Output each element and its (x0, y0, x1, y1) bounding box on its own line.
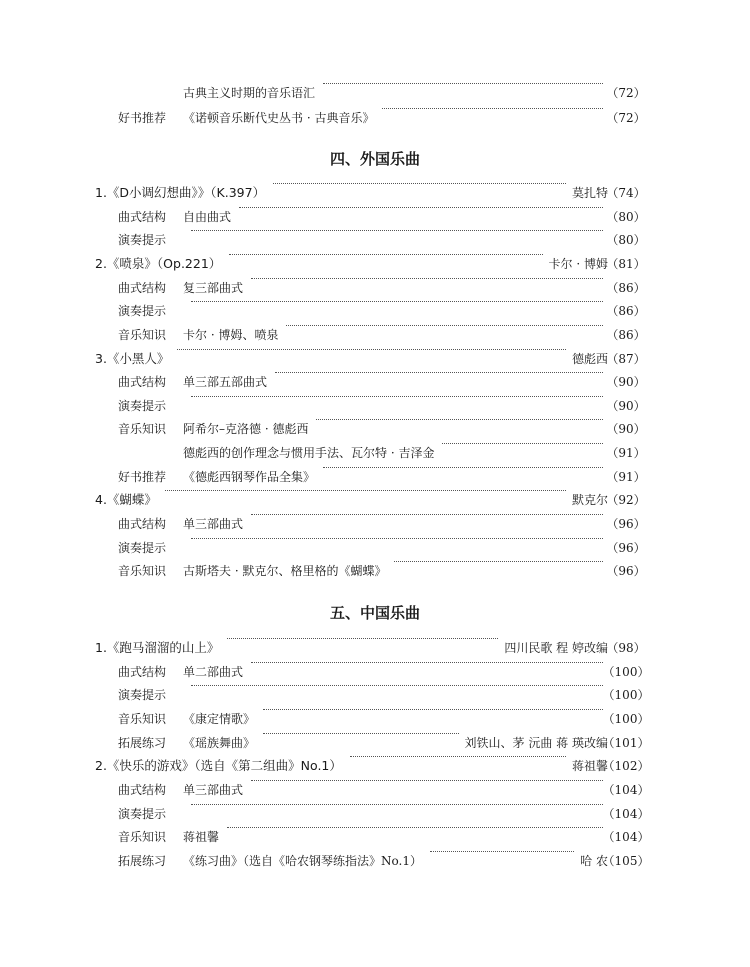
toc-entry[interactable] (0, 443, 750, 463)
section-heading: 五、中国乐曲 (329, 604, 420, 622)
entry-author: 莫扎特 (571, 186, 608, 200)
page-number: （101） (602, 736, 650, 750)
dot-leader (251, 514, 603, 515)
entry-detail: 单三部五部曲式 (183, 375, 268, 389)
page-number: （105） (602, 854, 650, 868)
dot-leader (263, 733, 459, 734)
page-number: （96） (606, 517, 646, 531)
page-number: （92） (606, 493, 646, 507)
dot-leader (227, 827, 603, 828)
dot-leader (227, 638, 498, 639)
dot-leader (191, 301, 603, 302)
entry-label: 音乐知识 (118, 712, 167, 726)
entry-label: 曲式结构 (118, 517, 167, 531)
entry-author: 德彪西 (571, 352, 608, 366)
page-number: （72） (606, 86, 646, 100)
toc-entry[interactable] (0, 230, 750, 250)
entry-detail: 自由曲式 (183, 210, 232, 224)
dot-leader (275, 372, 603, 373)
entry-label: 演奏提示 (118, 541, 167, 555)
toc-entry[interactable] (0, 396, 750, 416)
page-number: （98） (606, 641, 646, 655)
entry-label: 曲式结构 (118, 210, 167, 224)
dot-leader (430, 851, 574, 852)
toc-entry[interactable] (0, 851, 750, 871)
entry-label: 演奏提示 (118, 399, 167, 413)
entry-detail: 《诺顿音乐断代史丛书 · 古典音乐》 (183, 111, 375, 125)
dot-leader (251, 780, 603, 781)
toc-entry[interactable] (0, 207, 750, 227)
piece-title: 4.《蝴蝶》 (95, 492, 157, 507)
page-number: （86） (606, 304, 646, 318)
page-number: （100） (602, 712, 650, 726)
dot-leader (191, 396, 603, 397)
page-number: （104） (602, 783, 650, 797)
entry-author: 刘铁山、茅 沅曲 蒋 瑛改编 (464, 736, 608, 750)
entry-label: 曲式结构 (118, 665, 167, 679)
entry-author: 哈 农 (580, 854, 608, 868)
dot-leader (442, 443, 603, 444)
page-number: （90） (606, 375, 646, 389)
dot-leader (191, 230, 603, 231)
toc-entry[interactable] (0, 325, 750, 345)
dot-leader (251, 278, 603, 279)
toc-entry[interactable] (0, 538, 750, 558)
page-number: （80） (606, 233, 646, 247)
dot-leader (323, 467, 603, 468)
toc-entry[interactable] (0, 372, 750, 392)
dot-leader (382, 108, 603, 109)
toc-entry[interactable] (0, 827, 750, 847)
dot-leader (239, 207, 603, 208)
dot-leader (350, 756, 566, 757)
entry-author: 卡尔 · 博姆 (548, 257, 608, 271)
entry-detail: 蒋祖馨 (183, 830, 220, 844)
page-number: （87） (606, 352, 646, 366)
dot-leader (191, 804, 603, 805)
entry-label: 好书推荐 (118, 111, 167, 125)
page-number: （104） (602, 830, 650, 844)
page-number: （100） (602, 688, 650, 702)
toc-entry-title[interactable] (0, 254, 750, 274)
entry-label: 音乐知识 (118, 830, 167, 844)
toc-entry-title[interactable] (0, 183, 750, 203)
entry-label: 好书推荐 (118, 470, 167, 484)
toc-entry[interactable] (0, 301, 750, 321)
toc-entry[interactable] (0, 662, 750, 682)
toc-entry-title[interactable] (0, 349, 750, 369)
dot-leader (229, 254, 542, 255)
page-number: （96） (606, 541, 646, 555)
piece-title: 2.《快乐的游戏》（选自《第二组曲》No.1） (95, 758, 342, 773)
entry-detail: 《练习曲》（选自《哈农钢琴练指法》No.1） (183, 854, 422, 868)
toc-entry-title[interactable] (0, 756, 750, 776)
entry-detail: 复三部曲式 (183, 281, 244, 295)
entry-detail: 《康定情歌》 (183, 712, 256, 726)
page-number: （86） (606, 281, 646, 295)
page-number: （104） (602, 807, 650, 821)
toc-entry[interactable] (0, 709, 750, 729)
entry-label: 音乐知识 (118, 328, 167, 342)
entry-label: 演奏提示 (118, 807, 167, 821)
page-number: （91） (606, 470, 646, 484)
dot-leader (165, 490, 566, 491)
page-number: （102） (602, 759, 650, 773)
entry-author: 默克尔 (571, 493, 608, 507)
entry-label: 曲式结构 (118, 783, 167, 797)
page-number: （90） (606, 399, 646, 413)
entry-detail: 德彪西的创作理念与惯用手法、瓦尔特 · 吉泽金 (183, 446, 435, 460)
entry-detail: 单三部曲式 (183, 783, 244, 797)
dot-leader (191, 538, 603, 539)
entry-author: 蒋祖馨 (571, 759, 608, 773)
toc-entry[interactable] (0, 514, 750, 534)
page-number: （86） (606, 328, 646, 342)
section-heading: 四、外国乐曲 (329, 150, 420, 168)
dot-leader (251, 662, 603, 663)
entry-detail: 古典主义时期的音乐语汇 (183, 86, 316, 100)
dot-leader (263, 709, 603, 710)
entry-label: 拓展练习 (118, 854, 167, 868)
entry-label: 拓展练习 (118, 736, 167, 750)
piece-title: 3.《小黑人》 (95, 351, 170, 366)
toc-entry[interactable] (0, 83, 750, 103)
entry-detail: 单二部曲式 (183, 665, 244, 679)
entry-label: 曲式结构 (118, 281, 167, 295)
piece-title: 2.《喷泉》（Op.221） (95, 256, 222, 271)
page-number: （96） (606, 564, 646, 578)
entry-author: 四川民歌 程 婷改编 (504, 641, 608, 655)
toc-entry[interactable] (0, 467, 750, 487)
page-number: （72） (606, 111, 646, 125)
entry-detail: 《瑶族舞曲》 (183, 736, 256, 750)
piece-title: 1.《D小调幻想曲》》（K.397） (95, 185, 266, 200)
toc-entry[interactable] (0, 780, 750, 800)
toc-entry[interactable] (0, 733, 750, 753)
dot-leader (273, 183, 566, 184)
page-number: （81） (606, 257, 646, 271)
entry-detail: 单三部曲式 (183, 517, 244, 531)
dot-leader (177, 349, 566, 350)
entry-label: 演奏提示 (118, 688, 167, 702)
page-number: （91） (606, 446, 646, 460)
toc-entry[interactable] (0, 804, 750, 824)
dot-leader (316, 419, 603, 420)
page-number: （80） (606, 210, 646, 224)
entry-label: 曲式结构 (118, 375, 167, 389)
entry-label: 音乐知识 (118, 422, 167, 436)
page-number: （90） (606, 422, 646, 436)
entry-label: 演奏提示 (118, 233, 167, 247)
dot-leader (323, 83, 603, 84)
page-number: （74） (606, 186, 646, 200)
toc-entry[interactable] (0, 561, 750, 581)
dot-leader (191, 685, 603, 686)
toc-entry[interactable] (0, 419, 750, 439)
toc-entry-title[interactable] (0, 490, 750, 510)
entry-label: 演奏提示 (118, 304, 167, 318)
page-number: （100） (602, 665, 650, 679)
entry-detail: 《德彪西钢琴作品全集》 (183, 470, 316, 484)
entry-label: 音乐知识 (118, 564, 167, 578)
toc-entry-title[interactable] (0, 638, 750, 658)
entry-detail: 卡尔 · 博姆、喷泉 (183, 328, 279, 342)
toc-entry[interactable] (0, 108, 750, 128)
toc-entry[interactable] (0, 685, 750, 705)
entry-detail: 阿希尔–克洛德 · 德彪西 (183, 422, 309, 436)
dot-leader (286, 325, 603, 326)
toc-entry[interactable] (0, 278, 750, 298)
piece-title: 1.《跑马溜溜的山上》 (95, 640, 220, 655)
dot-leader (394, 561, 603, 562)
entry-detail: 古斯塔夫 · 默克尔、格里格的《蝴蝶》 (183, 564, 387, 578)
